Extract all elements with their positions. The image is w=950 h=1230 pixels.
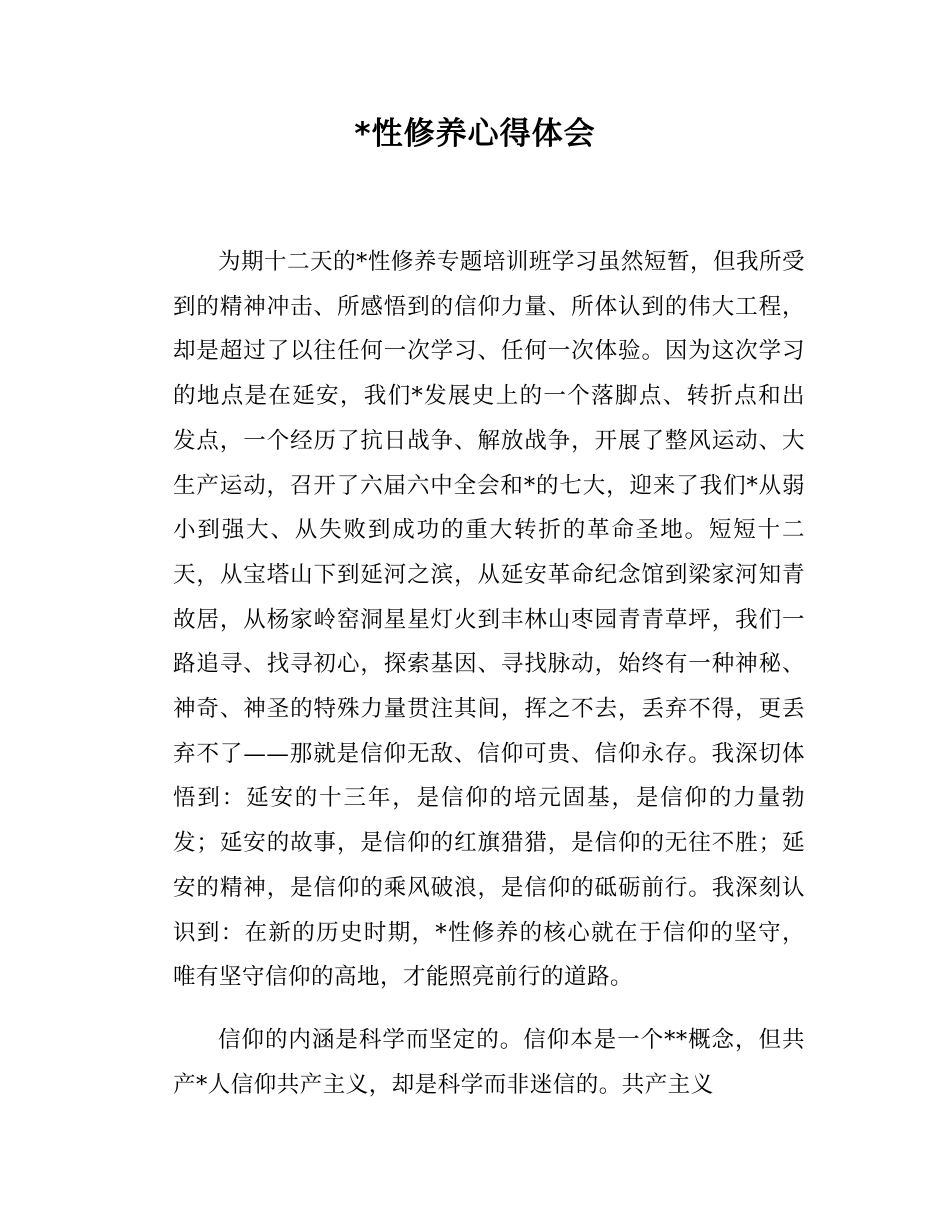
- paragraph-1: [173, 240, 805, 1000]
- paragraph-2-lead-sentence: 信仰的内涵是科学而坚定的。: [218, 1027, 524, 1053]
- paragraph-1-text: 为期十二天的*性修养专题培训班学习虽然短暂，但我所受到的精神冲击、所感悟到的信仰力量、所体认到的伟大工程，却是超过了以往任何一次学习、任何一次体验。因为这次学习的地点是在延安，我们*发展史上的一个落脚点、转折点和出发点，一个经历了抗日战争、解放战争，开展了整风运动、大生产运动，召开了六届六中全会和*的七大，迎来了我们*从弱小到强大、从失败到成功的重大转折的革命圣地。短短十二天，从宝塔山下到延河之滨，从延安革命纪念馆到梁家河知青故居，从杨家岭窑洞星星灯火到丰林山枣园青青草坪，我们一路追寻、找寻初心，探索基因、寻找脉动，始终有一种神秘、神奇、神圣的特殊力量贯注其间，挥之不去，丢弃不得，更丢弃不了——那就是信仰无敌、信仰可贵、信仰永存。我深切体悟到：延安的十三年，是信仰的培元固基，是信仰的力量勃发；延安的故事，是信仰的红旗猎猎，是信仰的无往不胜；延安的精神，是信仰的乘风破浪，是信仰的砥砺前行。我深刻认识到：在新的历史时期，*性修养的核心就在于信仰的坚守，唯有坚守信仰的高地，才能照亮前行的道路。: [173, 249, 805, 991]
- paragraph-2: [173, 1018, 805, 1107]
- paragraph-2-text: 信仰本是一个**概念，但共产*人信仰共产主义，却是科学而非迷信的。共产主义: [173, 1027, 805, 1098]
- document-title: *性修养心得体会: [354, 116, 596, 152]
